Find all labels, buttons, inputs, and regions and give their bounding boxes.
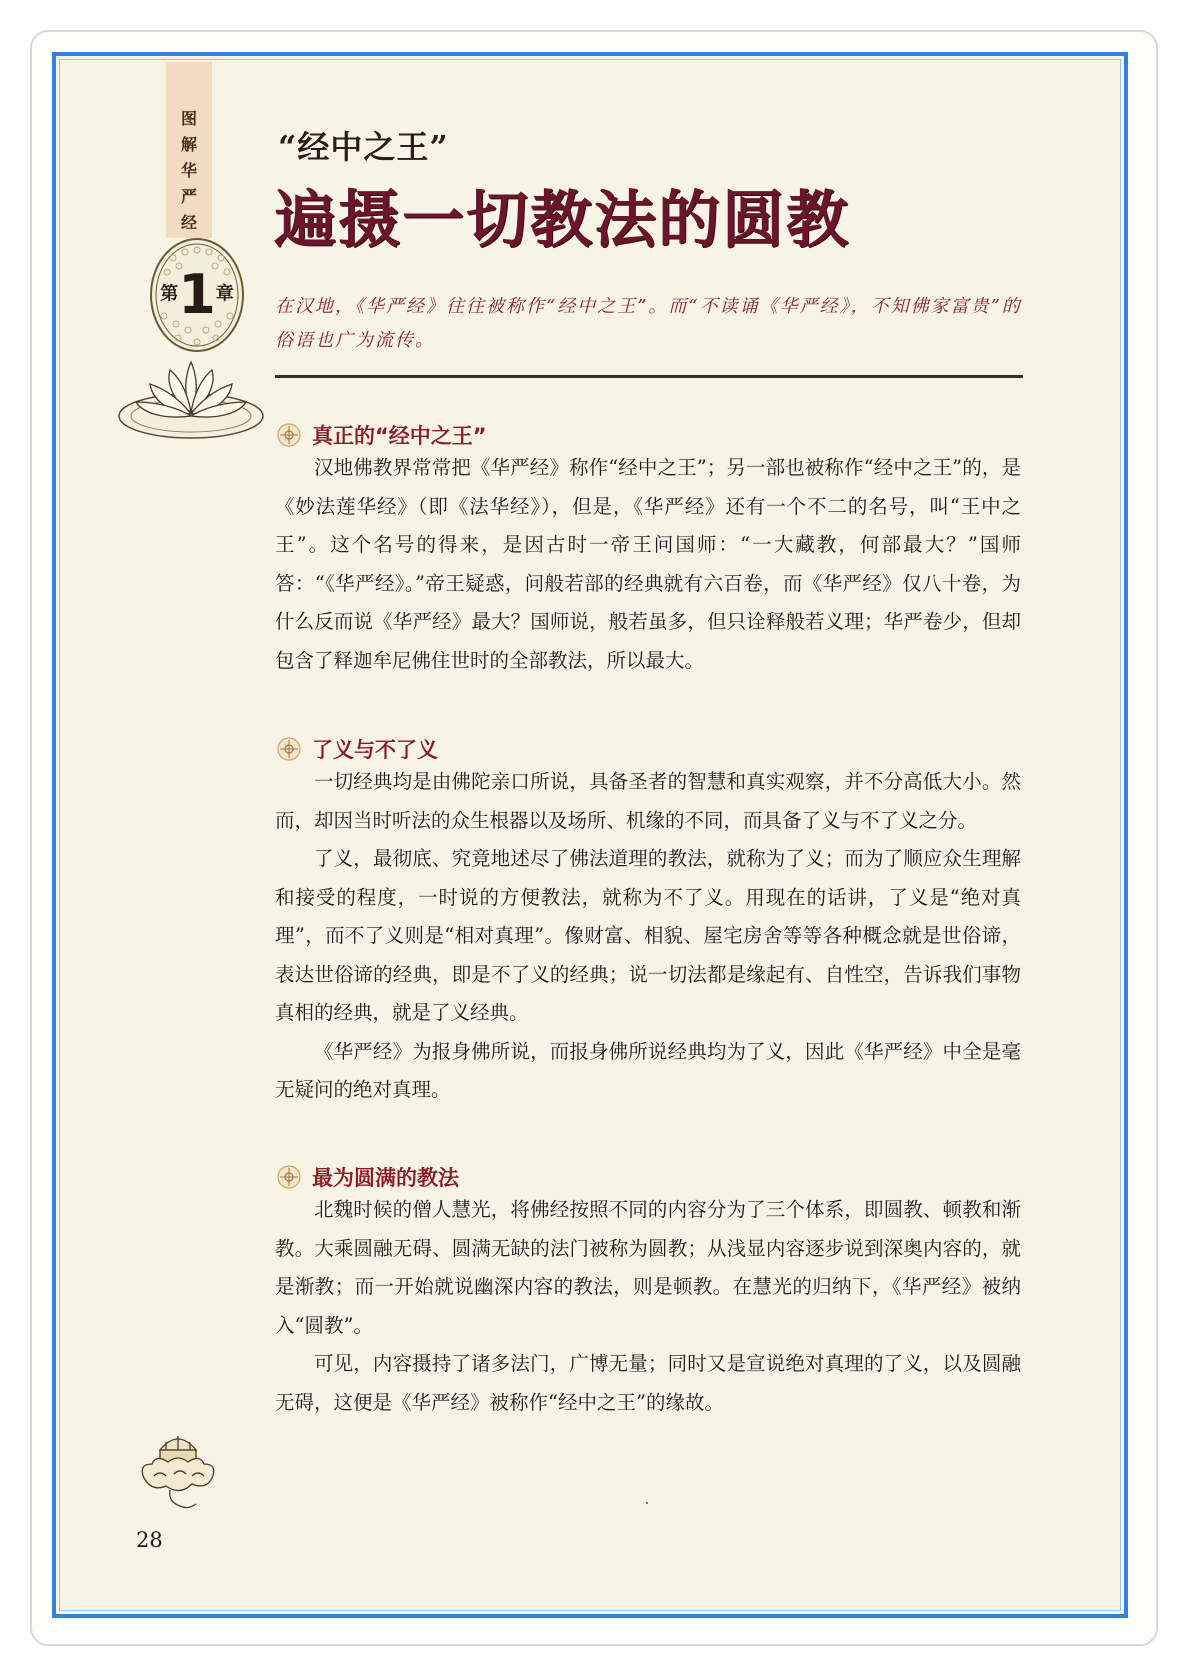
section-heading <box>274 1162 459 1192</box>
side-tab-char: 经 <box>180 213 197 232</box>
chapter-number: 1 <box>178 263 216 326</box>
divider <box>275 375 1023 378</box>
side-tab-char: 华 <box>180 161 197 180</box>
section-title: 最为圆满的教法 <box>312 1166 459 1190</box>
title-subtitle: “经中之王” <box>278 128 449 166</box>
paragraph: 可见，内容摄持了诸多法门，广博无量；同时又是宣说绝对真理的了义，以及圆融无碍，这便是《华严经》被称作“经中之王”的缘故。 <box>275 1352 1021 1414</box>
section-heading <box>274 420 487 450</box>
side-tab-char: 图 <box>180 109 197 128</box>
cloud-ornament-icon <box>130 1420 226 1514</box>
page-number: 28 <box>136 1528 163 1552</box>
chapter-prefix: 第 <box>160 283 179 305</box>
section-body <box>275 1191 1021 1422</box>
side-tab <box>166 62 212 238</box>
section-title: 了义与不了义 <box>312 738 438 762</box>
paragraph: 汉地佛教界常常把《华严经》称作“经中之王”；另一部也被称作“经中之王”的，是《妙法莲华经》（即《法华经》），但是，《华严经》还有一个不二的名号，叫“王中之王”。这个名号的得来，是因古时一帝王问国师：“一大藏教，何部最大？”国师答：“《华严经》。”帝王疑惑，问般若部的经典就有六百卷，而《华严经》仅八十卷，为什么反而说《华严经》最大？国师说，般若虽多，但只诠释般若义理；华严卷少，但却包含了释迦牟尼佛住世时的全部教法，所以最大。 <box>275 456 1021 672</box>
chapter-suffix: 章 <box>215 283 234 305</box>
section-body <box>275 763 1021 1110</box>
section-heading <box>274 734 438 764</box>
dharma-wheel-icon <box>274 422 304 448</box>
dot <box>646 1502 648 1504</box>
side-tab-char: 解 <box>180 135 197 154</box>
section-title: 真正的“经中之王” <box>312 424 487 448</box>
dharma-wheel-icon <box>274 736 304 762</box>
paragraph: 一切经典均是由佛陀亲口所说，具备圣者的智慧和真实观察，并不分高低大小。然而，却因当时听法的众生根器以及场所、机缘的不同，而具备了义与不了义之分。 <box>275 770 1021 832</box>
lotus-icon <box>116 354 266 442</box>
section-body <box>275 449 1021 680</box>
intro-text: 在汉地，《华严经》往往被称作“经中之王”。而“不读诵《华严经》，不知佛家富贵”的俗语也广为流传。 <box>275 296 1022 351</box>
paragraph: 《华严经》为报身佛所说，而报身佛所说经典均为了义，因此《华严经》中全是毫无疑问的绝对真理。 <box>275 1039 1021 1101</box>
dharma-wheel-icon <box>274 1164 304 1190</box>
paragraph: 了义，最彻底、究竟地述尽了佛法道理的教法，就称为了义；而为了顺应众生理解和接受的程度，一时说的方便教法，就称为不了义。用现在的话讲，了义是“绝对真理”，而不了义则是“相对真理”。像财富、相貌、屋宅房舍等等各种概念就是世俗谛，表达世俗谛的经典，即是不了义的经典；说一切法都是缘起有、自性空，告诉我们事物真相的经典，就是了义经典。 <box>275 847 1021 1024</box>
side-tab-char: 严 <box>180 187 197 206</box>
paragraph: 北魏时候的僧人慧光，将佛经按照不同的内容分为了三个体系，即圆教、顿教和渐教。大乘圆融无碍、圆满无缺的法门被称为圆教；从浅显内容逐步说到深奥内容的，就是渐教；而一开始就说幽深内容的教法，则是顿教。在慧光的归纳下，《华严经》被纳入“圆教”。 <box>275 1198 1021 1337</box>
chapter-label <box>148 263 246 326</box>
page-title: 遍摄一切教法的圆教 <box>274 183 851 256</box>
